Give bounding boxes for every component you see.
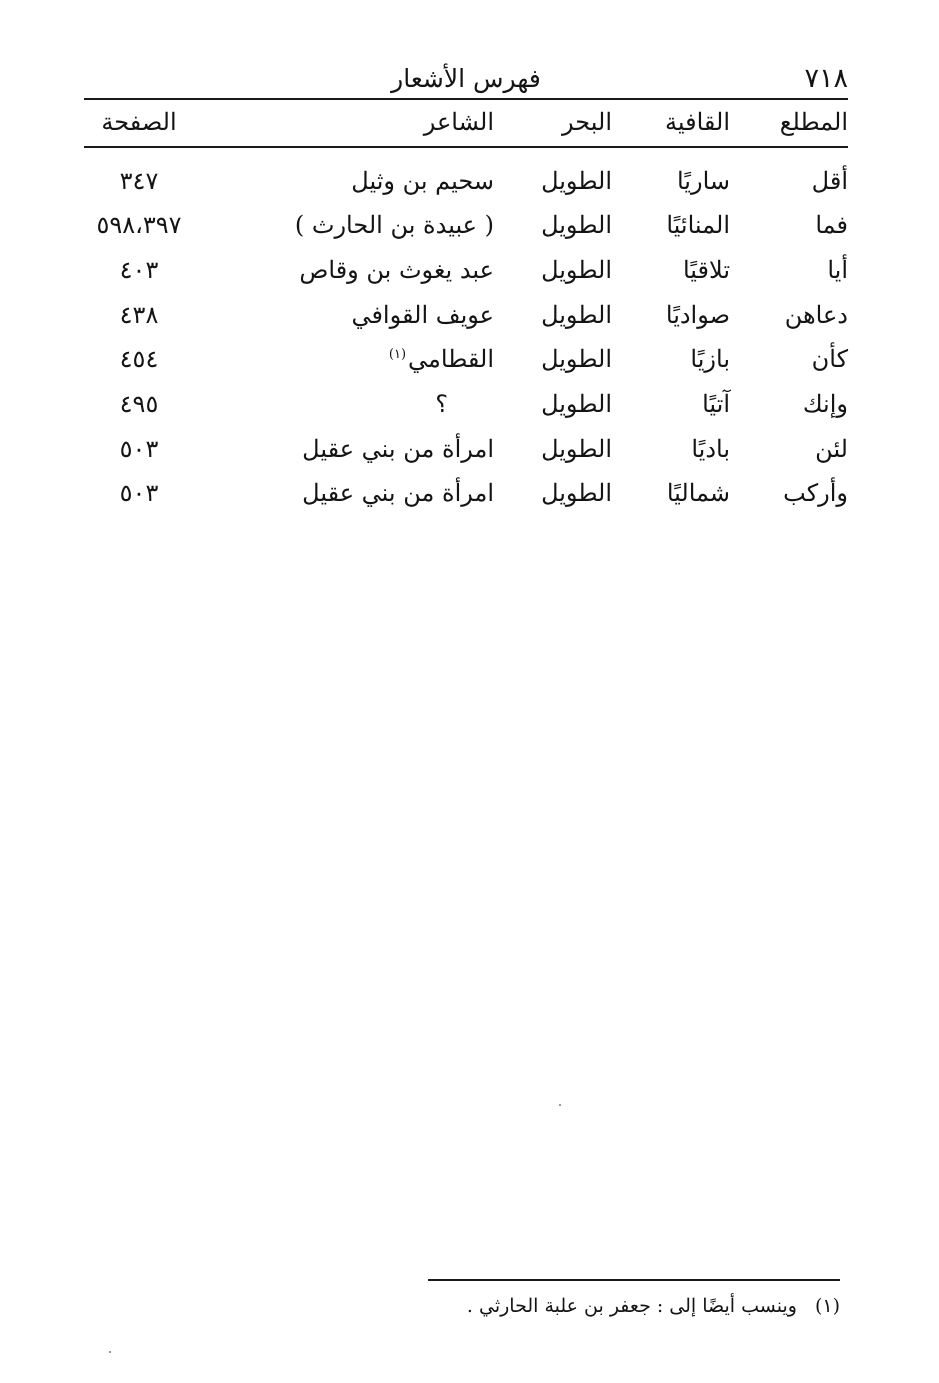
opening-cell: كأن — [811, 345, 848, 373]
running-title: فهرس الأشعار — [391, 64, 541, 93]
rhyme-cell: بازيًا — [690, 345, 730, 373]
table-row — [84, 343, 848, 387]
meter-cell: الطويل — [541, 479, 612, 507]
table-row — [84, 299, 848, 343]
poem-index-table — [84, 102, 848, 522]
meter-cell: الطويل — [541, 435, 612, 463]
meter-header: البحر — [562, 108, 612, 136]
running-head — [84, 60, 848, 98]
footnote-marker: (١) — [814, 1295, 840, 1317]
opening-header: المطلع — [779, 108, 848, 136]
page-cell: ٥٠٣ — [119, 435, 159, 463]
table-row — [84, 165, 848, 209]
opening-cell: لئن — [815, 435, 848, 463]
table-header-row — [84, 102, 848, 144]
page-cell: ٤٣٨ — [119, 301, 159, 329]
table-row — [84, 433, 848, 477]
rhyme-cell: شماليًا — [666, 479, 730, 507]
meter-cell: الطويل — [541, 211, 612, 239]
top-rule — [84, 98, 848, 100]
poet-cell: سحيم بن وثيل — [351, 167, 494, 195]
meter-cell: الطويل — [541, 167, 612, 195]
rhyme-cell: آتيًا — [702, 390, 730, 418]
page-cell: ٥٩٨،٣٩٧ — [96, 211, 182, 239]
opening-cell: أقل — [811, 167, 848, 195]
footnote-reference: (١) — [388, 347, 407, 362]
meter-cell: الطويل — [541, 301, 612, 329]
paper-speck — [559, 1104, 561, 1106]
rhyme-cell: باديًا — [691, 435, 730, 463]
opening-cell: دعاهن — [784, 301, 848, 329]
page-cell: ٥٠٣ — [119, 479, 159, 507]
opening-cell: أيا — [827, 256, 848, 284]
poet-cell: عبد يغوث بن وقاص — [299, 256, 494, 284]
page-cell: ٣٤٧ — [119, 167, 159, 195]
page-header: الصفحة — [101, 108, 177, 136]
opening-cell: فما — [815, 211, 848, 239]
page-number: ٧١٨ — [804, 63, 848, 94]
rhyme-cell: ساريًا — [676, 167, 730, 195]
footnote — [420, 1292, 840, 1320]
rhyme-cell: تلاقيًا — [682, 256, 730, 284]
poet-name: القطامي — [408, 345, 494, 373]
poet-cell: ( عبيدة بن الحارث ) — [294, 211, 494, 239]
rhyme-cell: صواديًا — [665, 301, 730, 329]
opening-cell: وإنك — [802, 390, 848, 418]
rhyme-header: القافية — [664, 108, 730, 136]
poet-cell: امرأة من بني عقيل — [302, 479, 494, 507]
opening-cell: وأركب — [783, 479, 848, 507]
meter-cell: الطويل — [541, 390, 612, 418]
poet-cell: عويف القوافي — [351, 301, 494, 329]
meter-cell: الطويل — [541, 256, 612, 284]
poet-cell — [244, 343, 494, 375]
page-cell: ٤٩٥ — [119, 390, 159, 418]
poet-cell: امرأة من بني عقيل — [302, 435, 494, 463]
meter-cell: الطويل — [541, 345, 612, 373]
footnote-rule — [428, 1279, 840, 1281]
poet-cell: ؟ — [435, 390, 448, 418]
footnote-text: وينسب أيضًا إلى : جعفر بن علبة الحارثي . — [466, 1295, 797, 1317]
table-row — [84, 388, 848, 432]
paper-speck — [109, 1351, 111, 1353]
page-cell: ٤٠٣ — [119, 256, 159, 284]
table-row — [84, 254, 848, 298]
table-row — [84, 209, 848, 253]
table-row — [84, 477, 848, 521]
rhyme-cell: المنائيًا — [666, 211, 730, 239]
page-cell: ٤٥٤ — [119, 345, 159, 373]
poet-header: الشاعر — [423, 108, 494, 136]
